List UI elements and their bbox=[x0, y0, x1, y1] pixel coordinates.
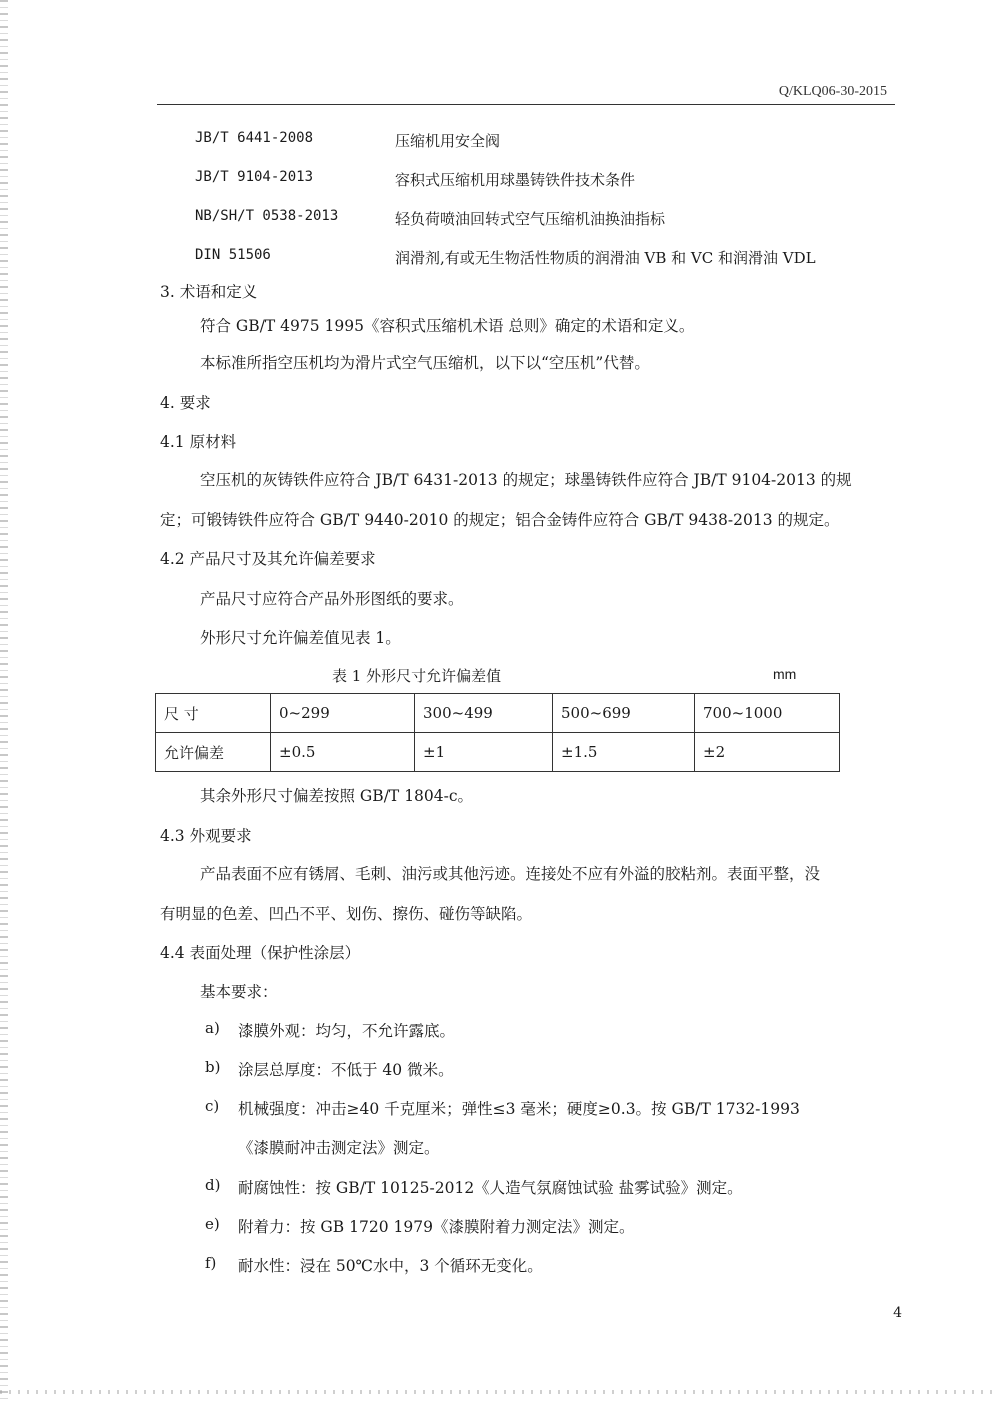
list-item bbox=[0, 1097, 992, 1121]
list-item bbox=[0, 1254, 992, 1278]
scan-bottom-artifact bbox=[0, 1390, 992, 1394]
paragraph: 空压机的灰铸铁件应符合 JB/T 6431-2013 的规定；球墨铸铁件应符合 JB/T 9104-2013 的规 bbox=[200, 471, 852, 489]
list-item-text: 涂层总厚度：不低于 40 微米。 bbox=[238, 1061, 454, 1079]
list-item-letter: b) bbox=[205, 1058, 221, 1076]
subsection-heading: 4.3 外观要求 bbox=[160, 827, 252, 845]
table-cell: ±0.5 bbox=[271, 733, 415, 772]
page-number: 4 bbox=[893, 1305, 902, 1321]
list-item bbox=[0, 1136, 992, 1160]
list-item-text: 机械强度：冲击≥40 千克厘米；弹性≤3 毫米；硬度≥0.3。按 GB/T 1732-1993 bbox=[238, 1100, 800, 1118]
table-caption: 表 1 外形尺寸允许偏差值 bbox=[332, 667, 502, 685]
reference-code: JB/T 6441-2008 bbox=[195, 130, 314, 146]
paragraph: 本标准所指空压机均为滑片式空气压缩机，以下以“空压机”代替。 bbox=[200, 354, 650, 372]
table-cell: 300~499 bbox=[415, 694, 553, 733]
table-cell: ±1 bbox=[415, 733, 553, 772]
reference-code: DIN 51506 bbox=[195, 247, 271, 263]
list-item bbox=[0, 1215, 992, 1239]
header-rule bbox=[157, 104, 895, 105]
table-unit: mm bbox=[773, 666, 797, 682]
reference-title: 润滑剂,有或无生物活性物质的润滑油 VB 和 VC 和润滑油 VDL bbox=[395, 249, 816, 267]
subsection-heading: 4.1 原材料 bbox=[160, 433, 237, 451]
paragraph-continued: 有明显的色差、凹凸不平、划伤、擦伤、碰伤等缺陷。 bbox=[160, 905, 533, 923]
reference-title: 轻负荷喷油回转式空气压缩机油换油指标 bbox=[395, 210, 666, 228]
table-cell: ±1.5 bbox=[553, 733, 695, 772]
subsection-heading: 4.2 产品尺寸及其允许偏差要求 bbox=[160, 550, 376, 568]
subsection-heading: 4.4 表面处理（保护性涂层） bbox=[160, 944, 361, 962]
table-row bbox=[156, 733, 840, 772]
paragraph: 产品表面不应有锈屑、毛刺、油污或其他污迹。连接处不应有外溢的胶粘剂。表面平整，没 bbox=[200, 865, 821, 883]
list-item-letter: f) bbox=[205, 1254, 217, 1272]
reference-title: 容积式压缩机用球墨铸铁件技术条件 bbox=[395, 171, 636, 189]
paragraph: 基本要求： bbox=[200, 983, 278, 1001]
reference-code: NB/SH/T 0538-2013 bbox=[195, 208, 339, 224]
table-header-cell: 尺 寸 bbox=[156, 694, 271, 733]
document-code: Q/KLQ06-30-2015 bbox=[778, 84, 887, 99]
list-item-letter: c) bbox=[205, 1097, 220, 1115]
list-item-text: 漆膜外观：均匀，不允许露底。 bbox=[238, 1022, 456, 1040]
paragraph-continued: 定；可锻铸铁件应符合 GB/T 9440-2010 的规定；铝合金铸件应符合 GB/T 9438-2013 的规定。 bbox=[160, 511, 840, 529]
table-cell: 500~699 bbox=[553, 694, 695, 733]
section-heading: 4. 要求 bbox=[160, 394, 211, 412]
list-item-letter: d) bbox=[205, 1176, 221, 1194]
section-heading: 3. 术语和定义 bbox=[160, 283, 258, 301]
reference-code: JB/T 9104-2013 bbox=[195, 169, 314, 185]
list-item bbox=[0, 1176, 992, 1200]
paragraph: 符合 GB/T 4975 1995《容积式压缩机术语 总则》确定的术语和定义。 bbox=[200, 317, 695, 335]
table-row bbox=[156, 694, 840, 733]
paragraph: 产品尺寸应符合产品外形图纸的要求。 bbox=[200, 590, 464, 608]
list-item-text: 耐水性：浸在 50℃水中，3 个循环无变化。 bbox=[238, 1257, 543, 1275]
list-item-text: 附着力：按 GB 1720 1979《漆膜附着力测定法》测定。 bbox=[238, 1218, 635, 1236]
list-item bbox=[0, 1019, 992, 1043]
paragraph: 外形尺寸允许偏差值见表 1。 bbox=[200, 629, 401, 647]
list-item-text: 《漆膜耐冲击测定法》测定。 bbox=[238, 1139, 440, 1157]
table-header-cell: 允许偏差 bbox=[156, 733, 271, 772]
list-item-letter: e) bbox=[205, 1215, 220, 1233]
table-cell: 0~299 bbox=[271, 694, 415, 733]
reference-title: 压缩机用安全阀 bbox=[395, 132, 501, 150]
table-cell: 700~1000 bbox=[695, 694, 840, 733]
list-item-letter: a) bbox=[205, 1019, 220, 1037]
paragraph: 其余外形尺寸偏差按照 GB/T 1804-c。 bbox=[200, 787, 474, 805]
list-item-text: 耐腐蚀性：按 GB/T 10125-2012《人造气氛腐蚀试验 盐雾试验》测定。 bbox=[238, 1179, 743, 1197]
list-item bbox=[0, 1058, 992, 1082]
table-cell: ±2 bbox=[695, 733, 840, 772]
tolerance-table bbox=[155, 693, 840, 772]
